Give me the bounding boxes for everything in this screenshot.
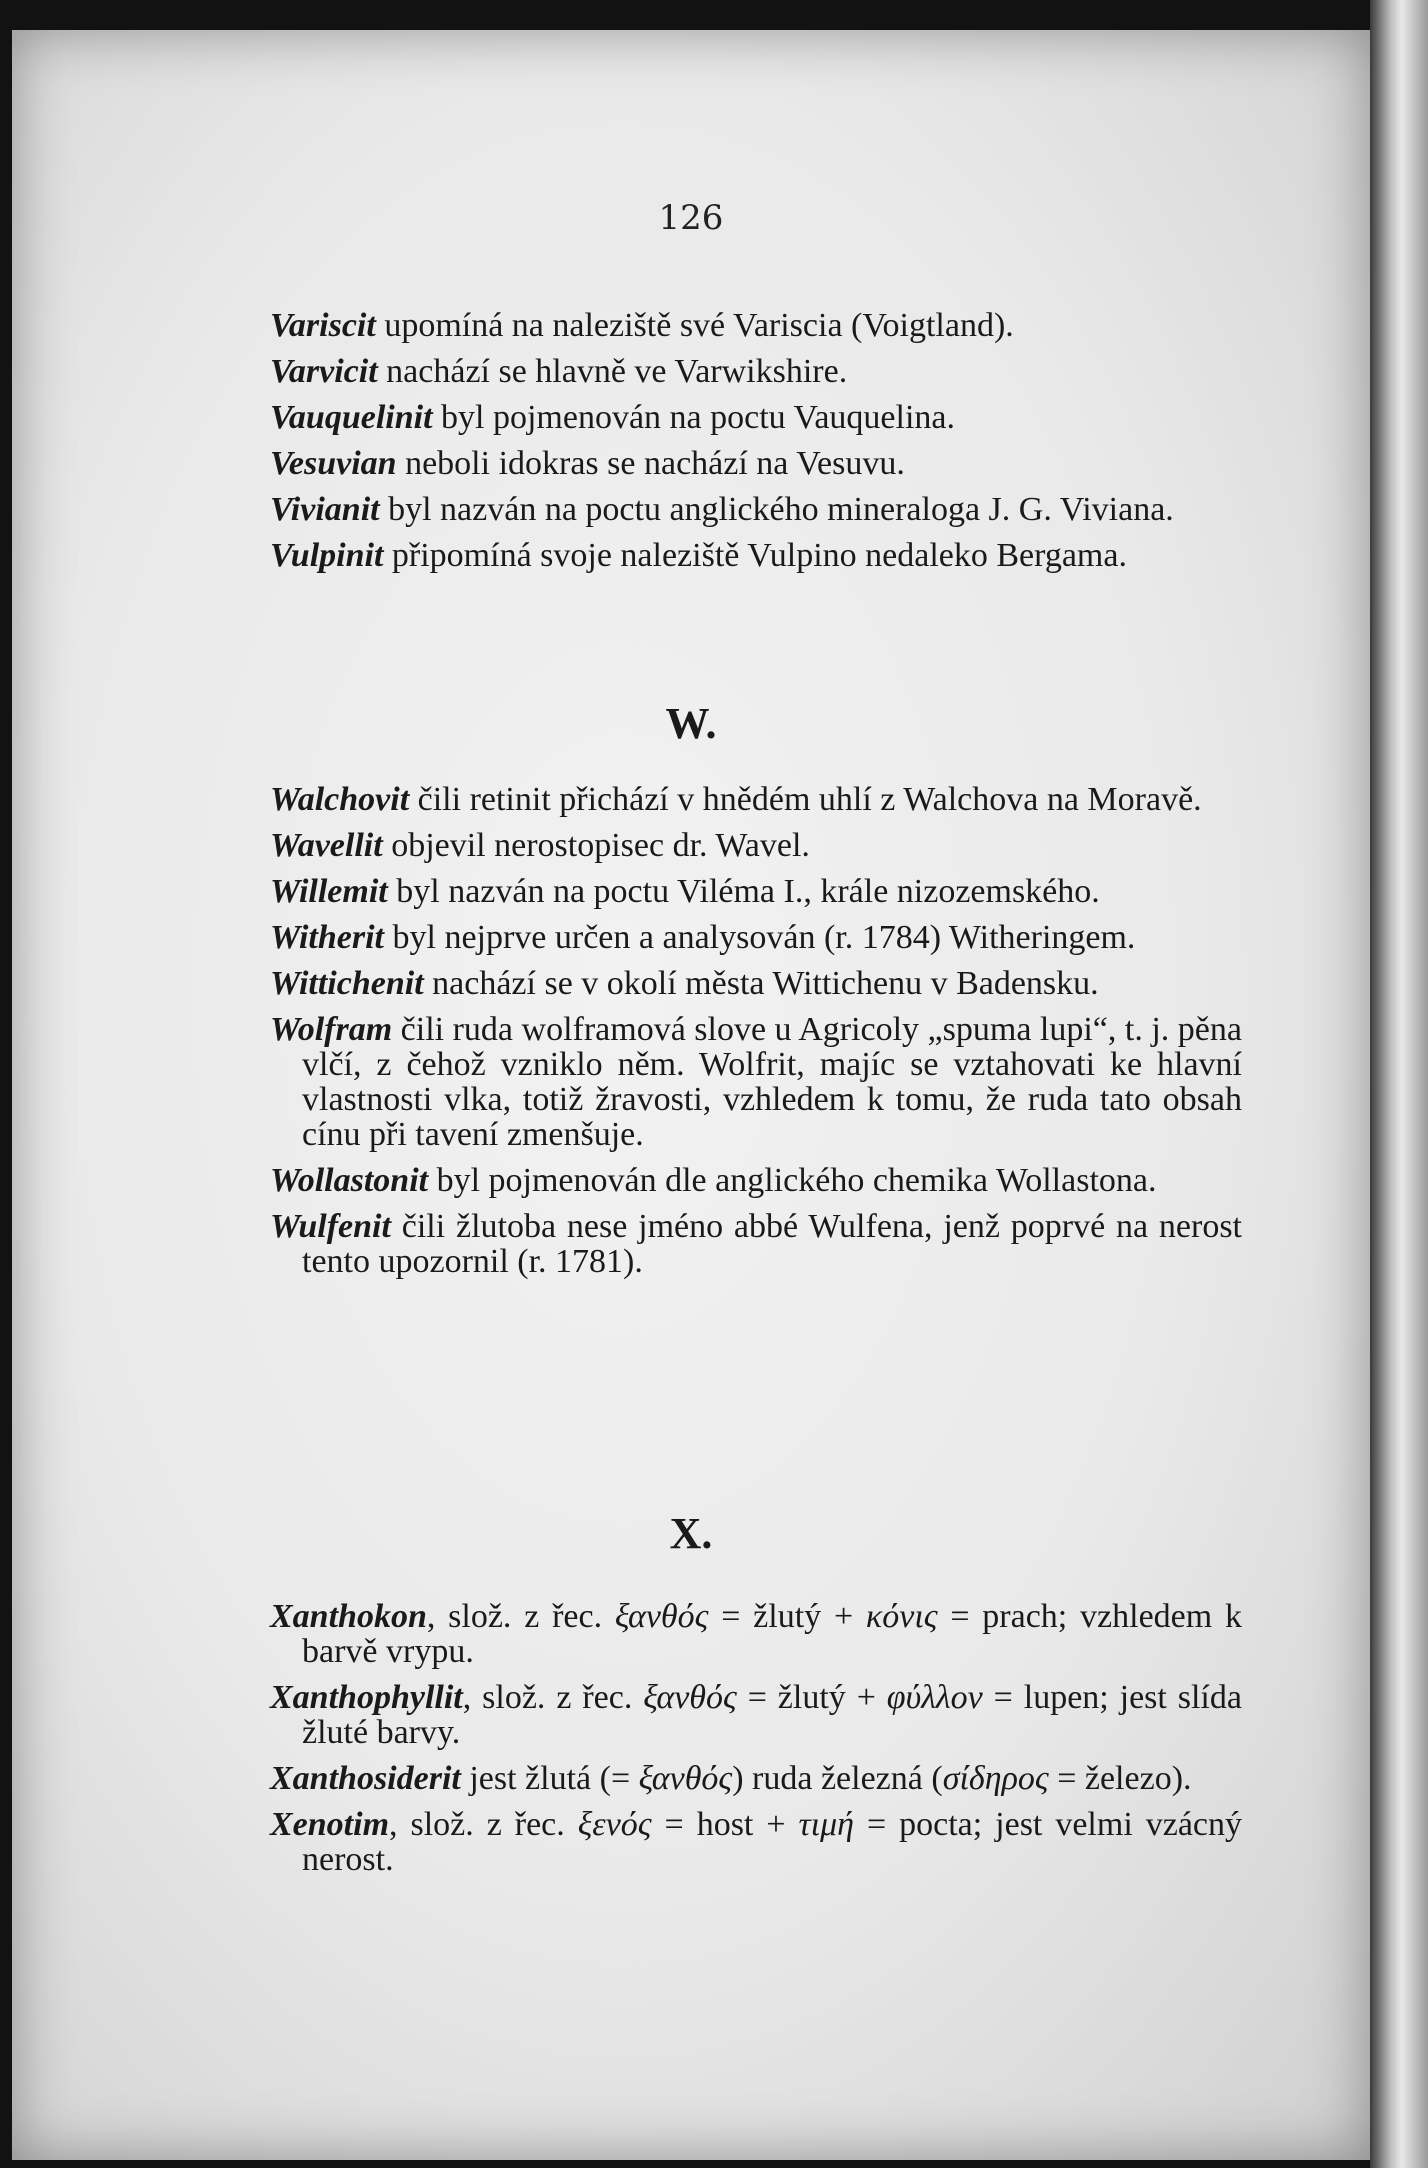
entry-vulpinit: Vulpinit připomíná svoje naleziště Vulpino nedaleko Bergama. [270,537,1127,574]
entry-vesuvian: Vesuvian neboli idokras se nachází na Vesuvu. [270,445,905,482]
book-page [12,30,1370,2160]
entry-xanthosiderit: Xanthosiderit jest žlutá (= ξανθός) ruda železná (σίδηρος = železo). [270,1760,1192,1797]
entry-walchovit: Walchovit čili retinit přichází v hnědém uhlí z Walchova na Moravě. [270,781,1202,818]
entry-varvicit: Varvicit nachází se hlavně ve Varwikshire. [270,353,848,390]
entry-wolfram: Wolfram čili ruda wolframová slove u Agricoly „spuma lupi“, t. j. pěna vlčí, z čehož vzniklo něm. Wolfrit, majíc se vztahovati ke hlavní vlastnosti vlka, totiž žravosti, vzhledem k tomu, že ruda tato obsah cínu při tavení zmenšuje. [270,1011,1242,1153]
entry-xenotim: Xenotim, slož. z řec. ξενός = host + τιμή = pocta; jest velmi vzácný nerost. [270,1806,1242,1878]
entry-wittichenit: Wittichenit nachází se v okolí města Wittichenu v Badensku. [270,965,1099,1002]
entry-wollastonit: Wollastonit byl pojmenován dle anglického chemika Wollastona. [270,1162,1157,1199]
entry-xanthokon: Xanthokon, slož. z řec. ξανθός = žlutý + κόνις = prach; vzhledem k barvě vrypu. [270,1598,1242,1670]
entries-x [270,1599,1242,1888]
entry-wavellit: Wavellit objevil nerostopisec dr. Wavel. [270,827,810,864]
entry-wulfenit: Wulfenit čili žlutoba nese jméno abbé Wulfena, jenž poprvé na nerost tento upozornil (r. 1781). [270,1208,1242,1280]
book-gutter [1370,0,1428,2168]
entry-vivianit: Vivianit byl nazván na poctu anglického mineraloga J. G. Viviana. [270,491,1174,528]
entry-witherit: Witherit byl nejprve určen a analysován (r. 1784) Witheringem. [270,919,1136,956]
page-number: 126 [658,198,724,238]
entry-xanthophyllit: Xanthophyllit, slož. z řec. ξανθός = žlutý + φύλλον = lupen; jest slída žluté barvy. [270,1679,1242,1751]
entry-willemit: Willemit byl nazván na poctu Viléma I., krále nizozemského. [270,873,1100,910]
entry-vauquelinit: Vauquelinit byl pojmenován na poctu Vauquelina. [270,399,955,436]
entries-w [270,782,1242,1290]
section-heading-w: W. [665,699,717,748]
entry-variscit: Variscit upomíná na naleziště své Variscia (Voigtland). [270,307,1014,344]
entries-v [270,308,1242,584]
section-heading-x: X. [669,1509,713,1558]
